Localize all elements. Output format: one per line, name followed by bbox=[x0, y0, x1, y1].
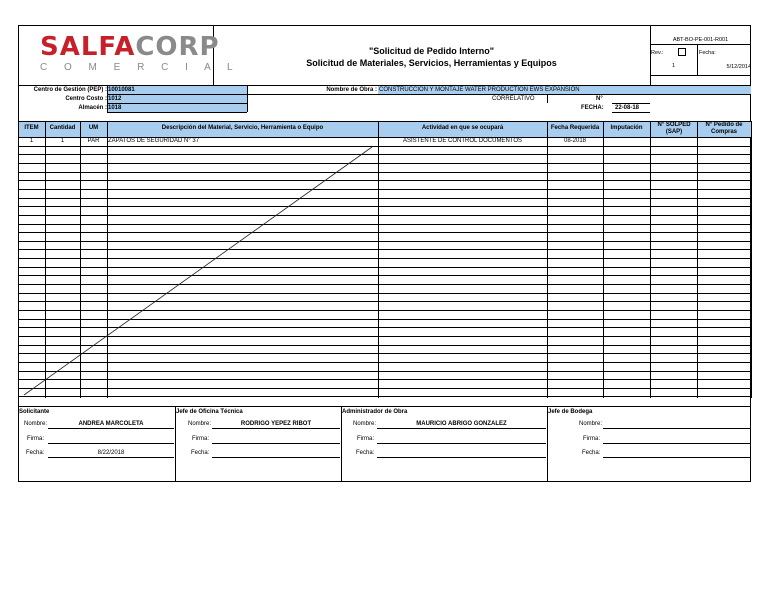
administrador-nombre-line bbox=[377, 428, 546, 429]
col-solped: N° SOLPED (SAP) bbox=[657, 122, 691, 135]
bodega-nombre-line[interactable] bbox=[603, 428, 750, 429]
bodega-firma-label: Firma: bbox=[583, 436, 600, 442]
jefe-oficina-title: Jefe de Oficina Técnica bbox=[176, 409, 243, 415]
solicitante-nombre-line bbox=[48, 428, 174, 429]
col-item: ITEM bbox=[24, 125, 39, 131]
fecha-doc-label: Fecha: bbox=[699, 50, 716, 56]
pep-value: 10010081 bbox=[108, 87, 135, 93]
solicitante-nombre-label: Nombre: bbox=[24, 421, 48, 427]
signature-divider bbox=[341, 406, 342, 482]
row-item: 1 bbox=[29, 138, 34, 144]
obra-label: Nombre de Obra : bbox=[326, 87, 377, 93]
administrador-fecha-line[interactable] bbox=[377, 457, 546, 458]
logo-part-gray: CORP bbox=[135, 32, 220, 62]
document-code: ABT-BO-PE-001-R001 bbox=[672, 37, 729, 43]
col-descripcion: Descripción del Material, Servicio, Herramienta o Equipo bbox=[161, 125, 324, 131]
jefe-oficina-firma-line[interactable] bbox=[212, 443, 340, 444]
rev-value: 1 bbox=[671, 63, 676, 69]
administrador-nombre-label: Nombre: bbox=[353, 421, 377, 427]
col-cantidad: Cantidad bbox=[49, 125, 76, 131]
administrador-nombre: MAURICIO ABRIGO GONZALEZ bbox=[416, 421, 507, 427]
solicitante-title: Solicitante bbox=[19, 409, 50, 415]
col-fecha-requerida: Fecha Requerida bbox=[550, 125, 600, 131]
almacen-value: 1018 bbox=[108, 105, 122, 111]
pep-label: Centro de Gestión (PEP) : bbox=[33, 87, 107, 93]
col-pedido: N° Pedido de Compras bbox=[705, 122, 743, 135]
row-fecha: 08-2018 bbox=[563, 138, 587, 144]
row-um: PAR bbox=[87, 138, 100, 144]
signature-top bbox=[18, 406, 751, 407]
almacen-label: Almacén : bbox=[78, 105, 107, 111]
administrador-title: Administrador de Obra bbox=[342, 409, 408, 415]
jefe-oficina-firma-label: Firma: bbox=[192, 436, 209, 442]
solicitante-fecha: 8/22/2018 bbox=[97, 450, 125, 456]
logo-subtitle: C O M E R C I A L bbox=[40, 62, 240, 73]
n-label: N° bbox=[596, 96, 603, 102]
administrador-firma-line[interactable] bbox=[377, 443, 546, 444]
jefe-oficina-nombre: RODRIGO YEPEZ RIBOT bbox=[240, 421, 312, 427]
solicitante-nombre: ANDREA MARCOLETA bbox=[78, 421, 144, 427]
costo-label: Centro Costo : bbox=[65, 96, 107, 102]
signature-divider bbox=[547, 406, 548, 482]
jefe-oficina-fecha-label: Fecha: bbox=[191, 450, 210, 456]
jefe-oficina-nombre-label: Nombre: bbox=[188, 421, 212, 427]
signature-divider bbox=[175, 406, 176, 482]
fecha-value: 22-08-18 bbox=[615, 105, 640, 111]
col-actividad: Actividad en que se ocupará bbox=[421, 125, 504, 131]
row-actividad: ASISTENTE DE CONTROL DOCUMENTOS bbox=[402, 138, 522, 144]
jefe-oficina-nombre-line bbox=[212, 428, 340, 429]
administrador-firma-label: Firma: bbox=[357, 436, 374, 442]
strike-line bbox=[24, 147, 372, 395]
bodega-nombre-label: Nombre: bbox=[579, 421, 603, 427]
obra-value: CONSTRUCCION Y MONTAJE WATER PRODUCTION EWS EXPANSION bbox=[379, 87, 580, 93]
bodega-fecha-label: Fecha: bbox=[582, 450, 601, 456]
logo-part-red: SALFA bbox=[40, 32, 136, 62]
fecha-label: FECHA: bbox=[581, 105, 604, 111]
row-descripcion: ZAPATOS DE SEGURIDAD N° 37 bbox=[108, 138, 200, 144]
form-subtitle: Solicitud de Materiales, Servicios, Herramientas y Equipos bbox=[306, 58, 557, 68]
fecha-doc-value: 5/12/2014 bbox=[726, 64, 751, 70]
costo-value: 1012 bbox=[108, 96, 122, 102]
solicitante-fecha-label: Fecha: bbox=[26, 450, 45, 456]
administrador-fecha-label: Fecha: bbox=[356, 450, 375, 456]
col-um: UM bbox=[88, 125, 99, 131]
correlativo-label: CORRELATIVO bbox=[492, 96, 535, 102]
bodega-fecha-line[interactable] bbox=[603, 457, 750, 458]
jefe-oficina-fecha-line[interactable] bbox=[212, 457, 340, 458]
form-title: "Solicitud de Pedido Interno" bbox=[368, 46, 495, 56]
rev-label: Rev.: bbox=[651, 50, 664, 56]
solicitante-firma-line[interactable] bbox=[48, 443, 174, 444]
solicitante-firma-label: Firma: bbox=[27, 436, 44, 442]
bodega-title: Jefe de Bodega bbox=[548, 409, 593, 415]
bodega-firma-line[interactable] bbox=[603, 443, 750, 444]
col-imputacion: Imputación bbox=[610, 125, 643, 131]
row-cantidad: 1 bbox=[60, 138, 65, 144]
solicitante-fecha-line bbox=[48, 457, 174, 458]
